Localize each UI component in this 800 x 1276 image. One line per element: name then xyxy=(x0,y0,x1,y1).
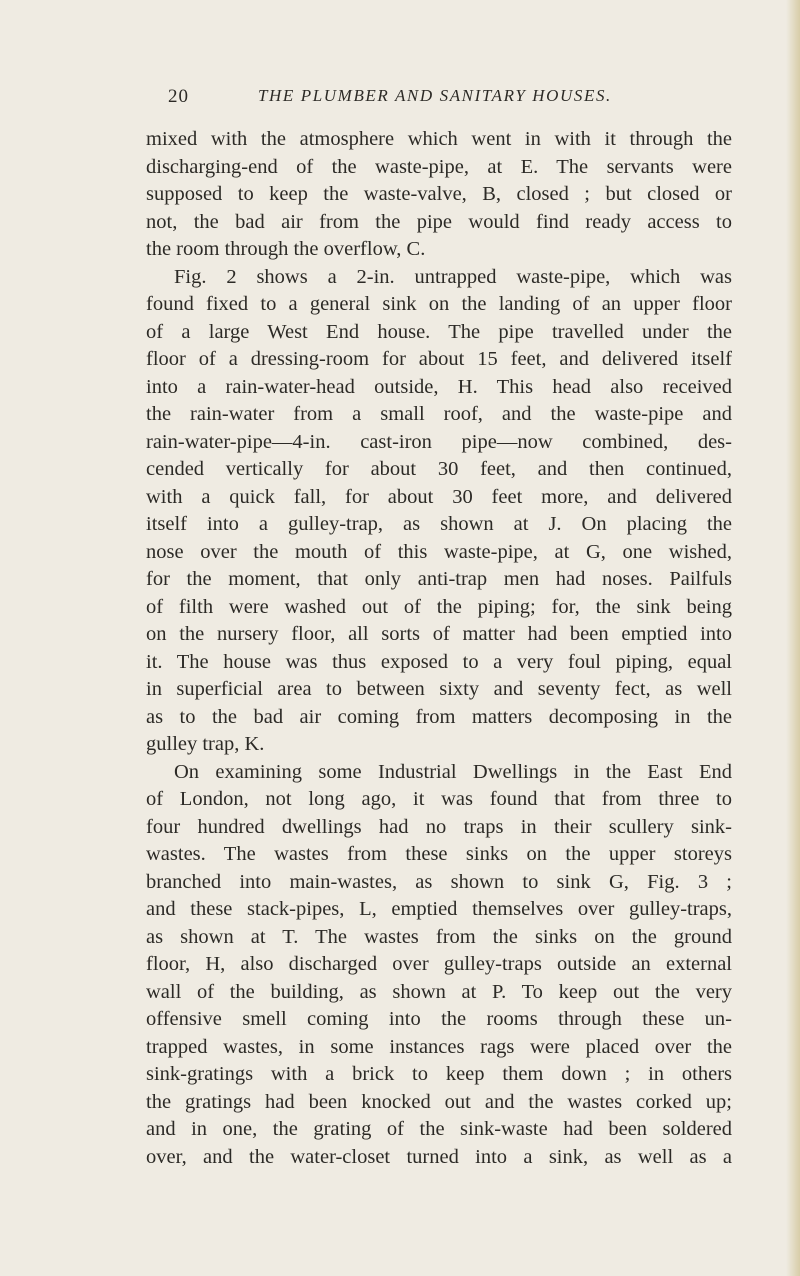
text-line: and these stack-pipes, L, emptied themselves over gulley-traps, xyxy=(146,898,732,920)
text-line: offensive smell coming into the rooms through these un- xyxy=(146,1008,732,1030)
text-line: branched into main-wastes, as shown to sink G, Fig. 3 ; xyxy=(146,870,732,893)
body-text xyxy=(146,126,732,1171)
text-line: sink-gratings with a brick to keep them down ; in others xyxy=(146,1063,732,1085)
text-line: itself into a gulley-trap, as shown at J. On placing the xyxy=(146,513,732,535)
text-line: supposed to keep the waste-valve, B, closed ; but closed or xyxy=(146,183,732,205)
text-line: as shown at T. The wastes from the sinks on the ground xyxy=(146,925,732,948)
text-line: with a quick fall, for about 30 feet more, and delivered xyxy=(146,485,732,508)
text-line: found fixed to a general sink on the landing of an upper floor xyxy=(146,293,732,315)
text-line: the rain-water from a small roof, and the waste-pipe and xyxy=(146,403,732,425)
text-line: four hundred dwellings had no traps in their scullery sink- xyxy=(146,815,732,838)
text-line: the room through the overflow, C. xyxy=(146,238,426,260)
text-line: mixed with the atmosphere which went in with it through the xyxy=(146,128,732,150)
text-line: into a rain-water-head outside, H. This head also received xyxy=(146,375,732,398)
text-line: and in one, the grating of the sink-waste had been soldered xyxy=(146,1118,732,1140)
text-line: wastes. The wastes from these sinks on the upper storeys xyxy=(146,843,732,865)
running-title: THE PLUMBER AND SANITARY HOUSES. xyxy=(258,86,612,105)
text-line: of filth were washed out of the piping; for, the sink being xyxy=(146,595,732,618)
text-line: discharging-end of the waste-pipe, at E. The servants were xyxy=(146,155,732,178)
text-line: of a large West End house. The pipe travelled under the xyxy=(146,320,732,343)
page-number: 20 xyxy=(168,86,189,107)
text-line: on the nursery floor, all sorts of matter had been emptied into xyxy=(146,623,732,645)
text-line: as to the bad air coming from matters decomposing in the xyxy=(146,705,732,728)
text-line: in superficial area to between sixty and seventy fect, as well xyxy=(146,678,732,700)
text-line: On examining some Industrial Dwellings in the East End xyxy=(174,760,732,783)
text-line: gulley trap, K. xyxy=(146,733,265,755)
text-line: floor, H, also discharged over gulley-traps outside an external xyxy=(146,953,732,975)
text-line: of London, not long ago, it was found that from three to xyxy=(146,788,732,810)
text-line: the gratings had been knocked out and the wastes corked up; xyxy=(146,1090,732,1113)
text-line: rain-water-pipe—4-in. cast-iron pipe—now combined, des- xyxy=(146,430,732,453)
text-line: nose over the mouth of this waste-pipe, at G, one wished, xyxy=(146,540,732,563)
text-line: cended vertically for about 30 feet, and then continued, xyxy=(146,458,732,480)
text-line: trapped wastes, in some instances rags were placed over the xyxy=(146,1035,732,1058)
text-line: for the moment, that only anti-trap men had noses. Pailfuls xyxy=(146,568,732,590)
text-line: wall of the building, as shown at P. To keep out the very xyxy=(146,980,732,1003)
text-line: floor of a dressing-room for about 15 feet, and delivered itself xyxy=(146,348,732,370)
text-line: over, and the water-closet turned into a sink, as well as a xyxy=(146,1145,732,1168)
running-head xyxy=(148,86,728,112)
text-line: it. The house was thus exposed to a very foul piping, equal xyxy=(146,650,732,673)
page-edge-shadow xyxy=(786,0,800,1276)
text-line: Fig. 2 shows a 2-in. untrapped waste-pipe, which was xyxy=(174,265,732,288)
text-line: not, the bad air from the pipe would find ready access to xyxy=(146,210,732,233)
